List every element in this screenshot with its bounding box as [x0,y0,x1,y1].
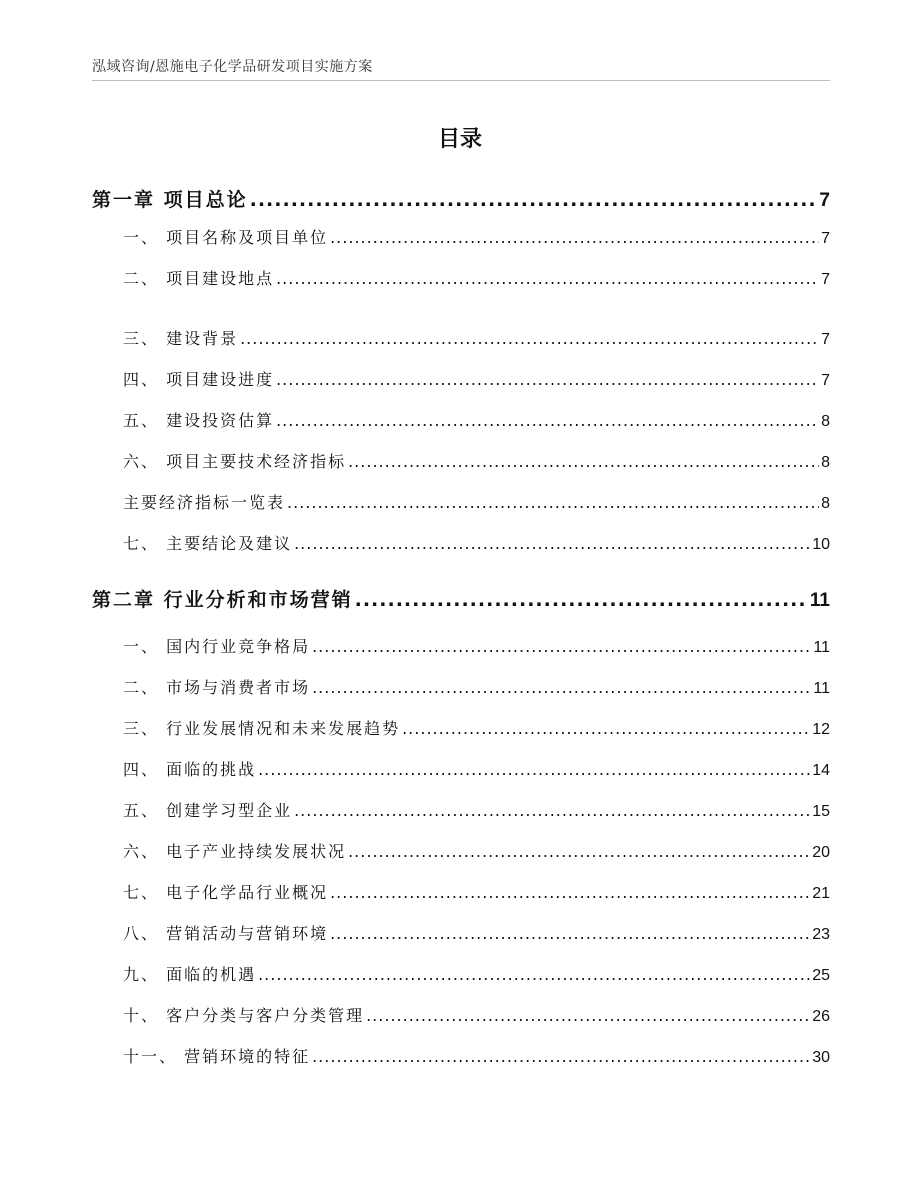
toc-leader-dots [276,370,819,389]
toc-entry-label: 四、 项目建设进度 [123,370,275,389]
toc-section-entry[interactable] [123,716,830,739]
toc-entry-page-number: 30 [812,1049,830,1066]
toc-leader-dots [312,1047,810,1066]
toc-entry-page-number: 8 [821,495,830,512]
toc-entry-page-number: 7 [821,230,830,247]
toc-entry-page-number: 14 [812,762,830,779]
toc-section-entry[interactable] [123,266,830,289]
toc-section-entry[interactable] [123,490,830,513]
toc-entry-page-number: 7 [819,190,830,211]
toc-entry-label: 五、 建设投资估算 [123,411,275,430]
toc-section-entry[interactable] [123,962,830,985]
toc-entry-page-number: 21 [812,885,830,902]
toc-section-entry[interactable] [123,531,830,554]
toc-entry-page-number: 11 [809,590,830,611]
toc-leader-dots [258,965,810,984]
toc-section-entry[interactable] [123,880,830,903]
toc-entry-page-number: 23 [812,926,830,943]
toc-entry-page-number: 8 [821,454,830,471]
toc-entry-label: 一、 国内行业竞争格局 [123,637,311,656]
toc-entry-label: 一、 项目名称及项目单位 [123,228,329,247]
toc-leader-dots [250,189,818,211]
toc-entry-label: 六、 项目主要技术经济指标 [123,452,347,471]
toc-entry-label: 第一章 项目总论 [92,189,248,211]
toc-leader-dots [330,924,810,943]
toc-entry-page-number: 20 [812,844,830,861]
toc-entry-page-number: 15 [812,803,830,820]
toc-section-entry[interactable] [123,634,830,657]
toc-section-entry[interactable] [123,757,830,780]
toc-entry-page-number: 11 [813,680,830,697]
toc-section-entry[interactable] [123,839,830,862]
toc-entry-label: 三、 建设背景 [123,329,239,348]
toc-entry-label: 三、 行业发展情况和未来发展趋势 [123,719,401,738]
toc-entry-label: 二、 市场与消费者市场 [123,678,311,697]
toc-leader-dots [276,269,819,288]
toc-entry-label: 九、 面临的机遇 [123,965,257,984]
toc-entry-label: 七、 电子化学品行业概况 [123,883,329,902]
toc-leader-dots [276,411,819,430]
toc-section-entry[interactable] [123,367,830,390]
toc-entry-page-number: 12 [812,721,830,738]
toc-leader-dots [348,452,819,471]
toc-title: 目录 [437,127,482,152]
toc-entry-label: 主要经济指标一览表 [123,493,286,512]
document-header: 泓域咨询/恩施电子化学品研发项目实施方案 [92,59,373,75]
toc-entry-label: 四、 面临的挑战 [123,760,257,779]
toc-entry-label: 八、 营销活动与营销环境 [123,924,329,943]
toc-leader-dots [258,760,810,779]
header-divider [92,80,830,81]
toc-entry-page-number: 8 [821,413,830,430]
toc-leader-dots [312,678,811,697]
toc-entry-label: 六、 电子产业持续发展状况 [123,842,347,861]
toc-entry-page-number: 25 [812,967,830,984]
toc-section-entry[interactable] [123,225,830,248]
toc-entry-label: 第二章 行业分析和市场营销 [92,589,353,611]
toc-entry-label: 五、 创建学习型企业 [123,801,293,820]
toc-section-entry[interactable] [123,408,830,431]
toc-entry-page-number: 7 [821,331,830,348]
toc-leader-dots [287,493,819,512]
toc-leader-dots [240,329,819,348]
toc-section-entry[interactable] [123,675,830,698]
toc-entry-label: 二、 项目建设地点 [123,269,275,288]
toc-entry-page-number: 7 [821,271,830,288]
toc-entry-label: 十一、 营销环境的特征 [123,1047,311,1066]
toc-section-entry[interactable] [123,449,830,472]
toc-chapter-entry[interactable] [92,585,830,612]
toc-section-entry[interactable] [123,1003,830,1026]
toc-section-entry[interactable] [123,798,830,821]
toc-section-entry[interactable] [123,1044,830,1067]
toc-leader-dots [312,637,811,656]
toc-leader-dots [355,589,808,611]
toc-entry-page-number: 11 [813,639,830,656]
toc-chapter-entry[interactable] [92,185,830,212]
toc-leader-dots [402,719,810,738]
toc-entry-label: 十、 客户分类与客户分类管理 [123,1006,365,1025]
toc-leader-dots [348,842,810,861]
toc-leader-dots [330,228,819,247]
toc-leader-dots [330,883,810,902]
toc-leader-dots [294,801,810,820]
toc-entry-label: 七、 主要结论及建议 [123,534,293,553]
toc-entry-page-number: 7 [821,372,830,389]
toc-section-entry[interactable] [123,921,830,944]
toc-leader-dots [366,1006,810,1025]
toc-entry-page-number: 10 [812,536,830,553]
toc-section-entry[interactable] [123,326,830,349]
toc-leader-dots [294,534,810,553]
toc-entry-page-number: 26 [812,1008,830,1025]
